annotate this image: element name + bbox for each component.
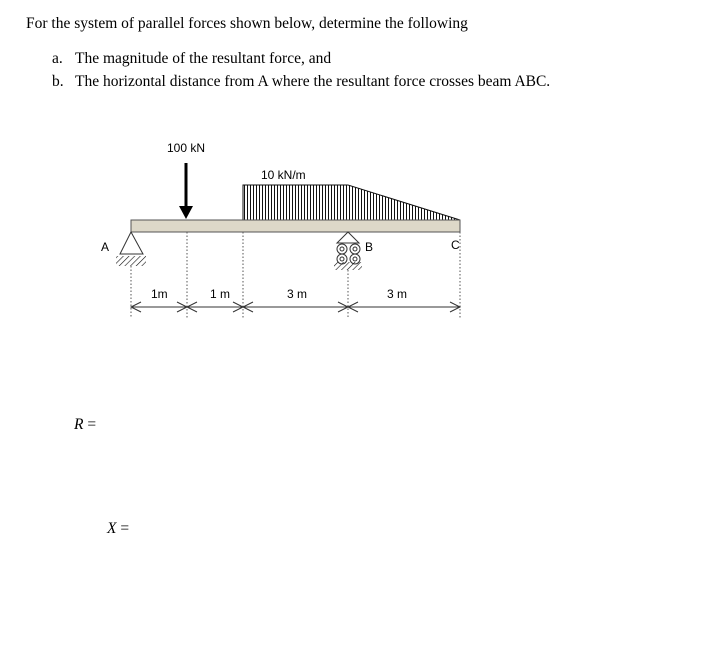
r-symbol: R	[74, 416, 84, 433]
item-b-text: The horizontal distance from A where the resultant force crosses beam ABC.	[75, 73, 551, 90]
roller-support-b	[334, 232, 362, 270]
item-a-marker: a.	[52, 50, 63, 67]
dimension-1: 1m	[151, 287, 168, 301]
dimension-4: 3 m	[387, 287, 408, 301]
x-equals: =	[120, 520, 130, 537]
pin-support-a	[116, 232, 146, 266]
answer-r	[74, 416, 96, 434]
answer-x	[107, 520, 129, 538]
problem-intro: For the system of parallel forces shown below, determine the following	[26, 15, 468, 32]
r-equals: =	[87, 416, 97, 433]
point-load-label: 100 kN	[167, 141, 206, 155]
distributed-load-label: 10 kN/m	[261, 168, 306, 182]
dimension-3: 3 m	[287, 287, 308, 301]
point-load-arrow	[179, 163, 193, 219]
dimension-2: 1 m	[210, 287, 231, 301]
dimension-line	[131, 302, 460, 312]
extension-lines	[131, 232, 460, 318]
label-a: A	[101, 240, 110, 254]
item-b-marker: b.	[52, 73, 64, 90]
distributed-load	[243, 185, 460, 220]
beam	[131, 220, 460, 232]
label-c: C	[451, 238, 460, 252]
label-b: B	[365, 240, 374, 254]
item-a-text: The magnitude of the resultant force, and	[75, 50, 332, 67]
x-symbol: X	[107, 520, 117, 537]
